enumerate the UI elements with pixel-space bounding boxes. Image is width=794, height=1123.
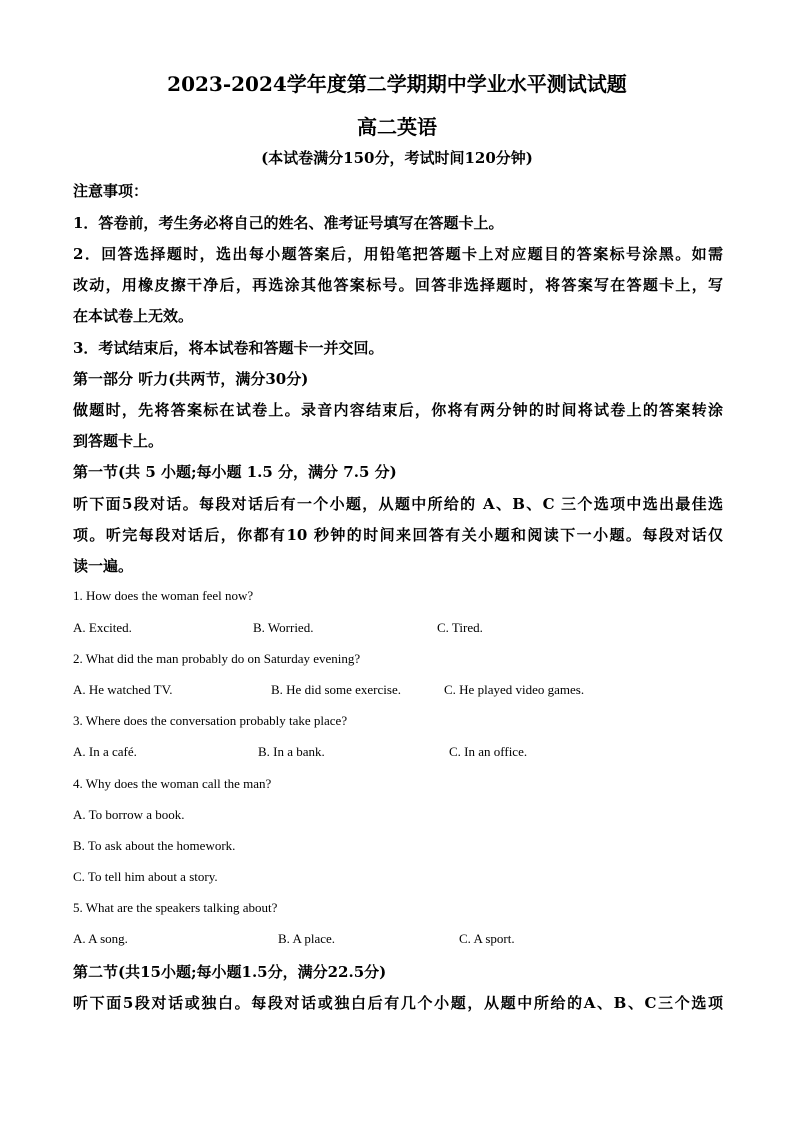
exam-subject: 高二英语: [357, 115, 437, 139]
question-3-option-b: B. In a bank.: [258, 744, 325, 759]
section1-heading: 第一节(共 5 小题;每小题 1.5 分，满分 7.5 分): [73, 463, 397, 481]
instructions-heading: 注意事项：: [73, 182, 149, 200]
question-5-option-c: C. A sport.: [459, 931, 515, 946]
question-3-option-c: C. In an office.: [449, 744, 528, 759]
instruction-item-2-line-2: 改动，用橡皮擦干净后，再选涂其他答案标号。回答非选择题时，将答案写在答题卡上，写: [73, 276, 723, 294]
question-2-option-b: B. He did some exercise.: [271, 682, 401, 697]
question-2: 2. What did the man probably do on Saturday evening?: [73, 651, 361, 666]
section1-desc-line-1: 听下面5段对话。每段对话后有一个小题，从题中所给的 A、B、C 三个选项中选出最佳选: [73, 495, 723, 513]
question-5-option-b: B. A place.: [278, 931, 336, 946]
instruction-item-3: 3．考试结束后，将本试卷和答题卡一并交回。: [73, 339, 384, 357]
question-1-option-b: B. Worried.: [253, 620, 314, 635]
question-4-option-b: B. To ask about the homework.: [73, 838, 236, 853]
question-1-option-a: A. Excited.: [73, 620, 132, 635]
part1-desc-line-2: 到答题卡上。: [73, 432, 164, 450]
question-2-option-c: C. He played video games.: [444, 682, 585, 697]
instruction-item-1: 1．答卷前，考生务必将自己的姓名、准考证号填写在答题卡上。: [73, 214, 504, 232]
question-3-option-a: A. In a café.: [73, 744, 137, 759]
instruction-item-2-line-1: 2．回答选择题时，选出每小题答案后，用铅笔把答题卡上对应题目的答案标号涂黑。如需: [73, 245, 723, 263]
section2-heading: 第二节(共15小题;每小题1.5分，满分22.5分): [73, 963, 387, 981]
question-5-option-a: A. A song.: [73, 931, 128, 946]
question-4: 4. Why does the woman call the man?: [73, 776, 272, 791]
question-1-option-c: C. Tired.: [437, 620, 483, 635]
exam-title: 2023-2024学年度第二学期期中学业水平测试试题: [167, 72, 627, 96]
instruction-item-2-line-3: 在本试卷上无效。: [73, 307, 194, 325]
question-3: 3. Where does the conversation probably take place?: [73, 713, 348, 728]
part1-desc-line-1: 做题时，先将答案标在试卷上。录音内容结束后，你将有两分钟的时间将试卷上的答案转涂: [73, 401, 723, 419]
section1-desc-line-3: 读一遍。: [73, 557, 134, 575]
question-5: 5. What are the speakers talking about?: [73, 900, 278, 915]
section2-desc-line-1: 听下面5段对话或独白。每段对话或独白后有几个小题，从题中所给的A、B、C三个选项: [73, 994, 723, 1012]
part1-heading: 第一部分 听力(共两节，满分30分): [73, 370, 309, 388]
question-4-option-c: C. To tell him about a story.: [73, 869, 218, 884]
exam-note: (本试卷满分150分，考试时间120分钟): [261, 149, 533, 167]
question-2-option-a: A. He watched TV.: [73, 682, 173, 697]
section1-desc-line-2: 项。听完每段对话后，你都有10 秒钟的时间来回答有关小题和阅读下一小题。每段对话仅: [73, 526, 723, 544]
question-4-option-a: A. To borrow a book.: [73, 807, 185, 822]
question-1: 1. How does the woman feel now?: [73, 588, 254, 603]
